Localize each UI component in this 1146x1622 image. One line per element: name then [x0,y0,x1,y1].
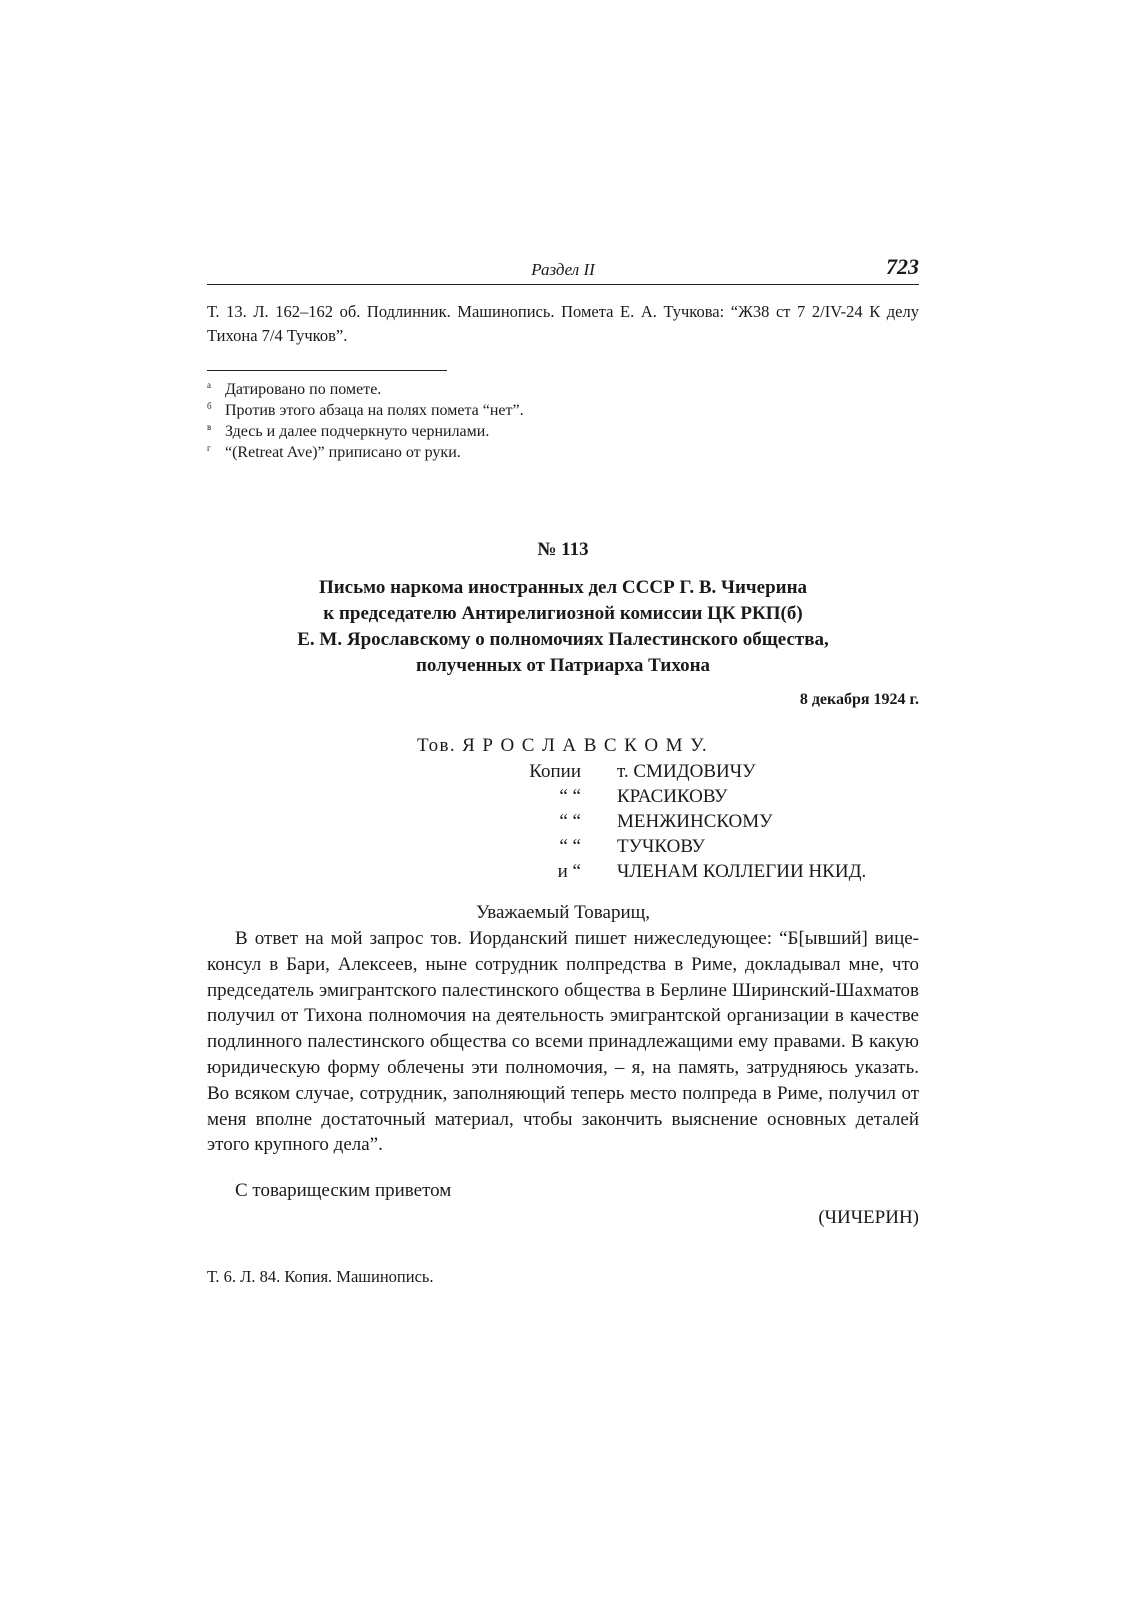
copy-label: “ “ [559,811,581,832]
copy-recipient: т. СМИДОВИЧУ [617,761,756,782]
document-title-line: полученных от Патриарха Тихона [415,655,711,676]
document-title-line: к председателю Антирелигиозной комиссии ЦК РКП(б) [323,603,803,624]
footnote [207,442,919,463]
document-title [207,575,919,679]
letter-signature: (ЧИЧЕРИН) [818,1207,919,1229]
copy-row [207,759,919,784]
footnote [207,421,919,442]
copy-label: “ “ [559,786,581,807]
footnote-divider [207,370,447,371]
copy-recipient: ЧЛЕНАМ КОЛЛЕГИИ НКИД. [617,861,867,882]
footnote-text: “(Retreat Ave)” приписано от руки. [225,444,461,461]
source-note: Т. 13. Л. 162–162 об. Подлинник. Машинопись. Помета Е. А. Тучкова: “Ж38 ст 7 2/IV-24 К делу Тихона 7/4 Тучков”. [207,302,919,345]
copy-recipient: МЕНЖИНСКОМУ [617,811,773,832]
running-head [207,250,919,285]
footnotes [207,379,919,463]
footnote-mark: а [207,380,211,390]
copy-label: “ “ [559,836,581,857]
footnote-mark: г [207,443,211,453]
copies-list [207,759,919,884]
copy-label: Копии [529,761,581,782]
addressee: Тов. Я Р О С Л А В С К О М У. [417,735,708,756]
copy-row [207,834,919,859]
footnote-text: Здесь и далее подчеркнуто чернилами. [225,423,490,440]
footnote-text: Против этого абзаца на полях помета “нет”. [225,402,524,419]
document-source: Т. 6. Л. 84. Копия. Машинопись. [207,1267,434,1287]
page-number: 723 [886,254,919,279]
document-title-line: Письмо наркома иностранных дел СССР Г. В. Чичерина [318,577,808,598]
footnote [207,379,919,400]
copy-row [207,784,919,809]
footnote-mark: б [207,401,212,411]
footnote-text: Датировано по помете. [225,381,382,398]
footnote-mark: в [207,422,212,432]
copy-recipient: КРАСИКОВУ [617,786,728,807]
copy-row [207,809,919,834]
document-title-line: Е. М. Ярославскому о полномочиях Палестинского общества, [297,629,829,650]
section-title: Раздел II [531,260,595,279]
letter-body: В ответ на мой запрос тов. Иорданский пишет нижеследующее: “Б[ывший] вице-консул в Бари, Алексеев, ныне сотрудник полпредства в Риме, докладывал мне, что председатель эмигрантского палестинского общества в Берлине Ширинский-Шахматов получил от Тихона полномочия на деятельность эмигрантской организации в качестве подлинного палестинского общества со всеми принадлежащими ему правами. В какую юридическую форму облечены эти полномочия, – я, на память, затрудняюсь указать. Во всяком случае, сотрудник, заполняющий теперь место полпреда в Риме, получил от меня вполне достаточный материал, чтобы закончить выяснение основных деталей этого крупного дела”. [207,928,919,1156]
document-number: № 113 [537,539,589,560]
letter-closing: С товарищеским приветом [235,1180,452,1202]
footnote [207,400,919,421]
document-date: 8 декабря 1924 г. [799,691,919,708]
book-page [207,250,919,1287]
copy-label: и “ [557,861,581,882]
copy-row [207,859,919,884]
copy-recipient: ТУЧКОВУ [617,836,705,857]
letter-greeting: Уважаемый Товарищ, [475,902,651,923]
